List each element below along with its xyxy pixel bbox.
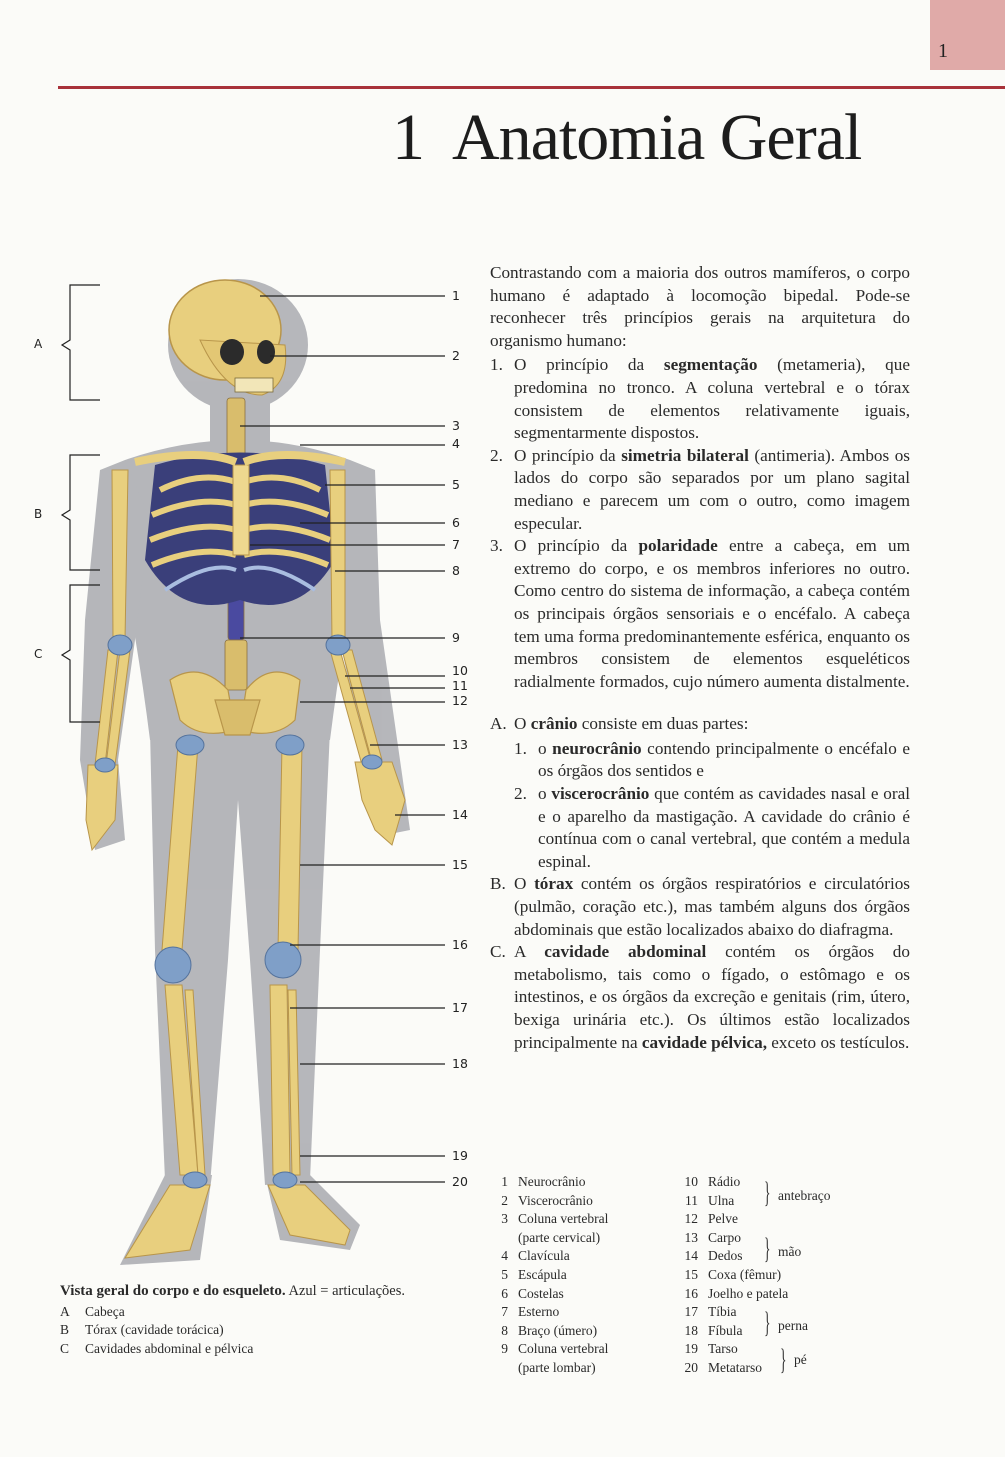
callout-2: 2 [452, 348, 460, 363]
callout-13: 13 [452, 737, 468, 752]
callout-17: 17 [452, 1000, 468, 1015]
group-label-leg: perna [778, 1318, 808, 1333]
callout-9: 9 [452, 630, 460, 645]
callout-15: 15 [452, 857, 468, 872]
callout-18: 18 [452, 1056, 468, 1071]
legend-left [490, 1173, 670, 1378]
body-text [490, 262, 910, 1054]
legend-row: 14 Dedos [684, 1248, 743, 1264]
callout-16: 16 [452, 937, 468, 952]
section-list [490, 713, 910, 1054]
figure-caption [60, 1282, 460, 1358]
legend-row: 4 Clavícula [501, 1248, 570, 1264]
legend-row: 6 Costelas [501, 1285, 564, 1301]
legend-row: 13 Carpo [684, 1229, 741, 1245]
group-label-hand: mão [778, 1244, 802, 1259]
callout-4: 4 [452, 436, 460, 451]
legend-row: 2 Viscerocrânio [501, 1192, 593, 1208]
callout-7: 7 [452, 537, 460, 552]
legend-row: 7 Esterno [501, 1304, 560, 1320]
brace-leg: } [764, 1306, 771, 1339]
intro-lead: Contrastando com a maioria dos outros mamíferos, o corpo humano é adaptado à locomoção bipedal. Pode-se reconhecer três princípios gerais na arquitetura do organismo humano: [490, 263, 910, 350]
ribcage [135, 453, 345, 606]
callout-1: 1 [452, 288, 460, 303]
callout-12: 12 [452, 693, 468, 708]
callout-5: 5 [452, 477, 460, 492]
legend-row: 11 Ulna [685, 1192, 735, 1208]
legend-row: 3 Coluna vertebral [501, 1211, 609, 1227]
callout-8: 8 [452, 563, 460, 578]
region-letter-c: C [34, 647, 43, 661]
legend-row: 12 Pelve [684, 1211, 738, 1227]
legend-row: (parte cervical) [518, 1229, 601, 1245]
callout-11: 11 [452, 678, 468, 693]
header-rule [58, 86, 1005, 89]
section-c: C. A cavidade abdominal contém os órgãos do metabolismo, tais como o fígado, o estômago e os intestinos, e os órgãos da excreção e genitais (rim, útero, bexiga urinária etc.). Os últimos estão localizados principalmente na cavidade pélvica, exceto os testículos. [490, 942, 910, 1052]
region-letter-a: A [34, 337, 43, 351]
chapter-number: 1 [392, 101, 424, 174]
principles-list [490, 354, 910, 693]
legend-row: 1 Neurocrânio [501, 1174, 586, 1189]
page-number: 1 [938, 40, 948, 62]
legend-row: 9 Coluna vertebral [501, 1341, 609, 1357]
legend-right [680, 1173, 860, 1378]
brace-foot: } [780, 1343, 787, 1376]
brace-hand: } [764, 1232, 771, 1265]
skull-parts-list [514, 738, 910, 874]
legend-row: (parte lombar) [518, 1359, 596, 1375]
legend-row: 16 Joelho e patela [684, 1285, 789, 1301]
legend-row: 15 Coxa (fêmur) [684, 1266, 782, 1282]
skull-part-item: 2. o viscerocrânio que contém as cavidades nasal e oral e o aparelho da mastigação. A cavidade do crânio é contínua com o canal vertebral, que contém a medula espinal. [514, 784, 910, 871]
legend-row: 19 Tarso [684, 1341, 738, 1357]
skull-part-item: 1. o neurocrânio contendo principalmente o encéfalo e os órgãos dos sentidos e [514, 738, 910, 781]
callout-3: 3 [452, 418, 460, 433]
chapter-title-text: Anatomia Geral [452, 101, 862, 174]
callout-numbers [452, 288, 468, 1189]
skeleton-figure [0, 250, 485, 1280]
legend-row: 5 Escápula [501, 1266, 567, 1282]
principle-item: 1. O princípio da segmentação (metameria), que predomina no tronco. A coluna vertebral e o tórax consistem de elementos relativamente iguais, segmentarmente dispostos. [490, 355, 910, 443]
legend-row: 10 Rádio [684, 1174, 741, 1189]
group-label-foot: pé [794, 1352, 807, 1367]
caption-item: A Cabeça [60, 1303, 125, 1319]
legend-row: 8 Braço (úmero) [501, 1322, 598, 1338]
callout-10: 10 [452, 663, 468, 678]
caption-list [60, 1303, 460, 1359]
legend-row: 17 Tíbia [684, 1304, 737, 1320]
legend-row: 18 Fíbula [684, 1322, 743, 1338]
callout-20: 20 [452, 1174, 468, 1189]
caption-item: B Tórax (cavidade torácica) [60, 1322, 224, 1337]
chapter-title [392, 100, 861, 176]
section-a: A. O crânio consiste em duas partes: 1. o neurocrânio contendo principalmente o encéfalo e os órgãos dos sentidos e 2. o viscerocrânio que contém as cavidades nasal e oral e o aparelho da mastigação. A cavidade do crânio é contínua com o canal vertebral, que contém a medula espinal. [490, 713, 910, 873]
brace-forearm: } [764, 1176, 771, 1209]
section-b: B. O tórax contém os órgãos respiratórios e circulatórios (pulmão, coração etc.), mas também alguns dos órgãos abdominais que estão localizados abaixo do diafragma. [490, 874, 910, 939]
principle-item: 3. O princípio da polaridade entre a cabeça, em um extremo do corpo, e os membros inferiores no outro. Como centro do sistema de informação, a cabeça contém os principais órgãos sensoriais e o encéfalo. A cabeça tem uma forma predominantemente esférica, enquanto os membros consistem de elementos esqueléticos radialmente formados, cujo número aumenta distalmente. [490, 536, 910, 691]
caption-item: C Cavidades abdominal e pélvica [60, 1340, 254, 1356]
region-letter-b: B [34, 507, 43, 521]
legend-row: 20 Metatarso [684, 1359, 762, 1375]
callout-19: 19 [452, 1148, 468, 1163]
group-label-forearm: antebraço [778, 1188, 831, 1203]
principle-item: 2. O princípio da simetria bilateral (antimeria). Ambos os lados do corpo são separados por um plano sagital mediano e parecem um com o outro, como imagem especular. [490, 445, 910, 533]
callout-14: 14 [452, 807, 468, 822]
callout-6: 6 [452, 515, 460, 530]
caption-title: Vista geral do corpo e do esqueleto. Azul = articulações. [60, 1283, 405, 1299]
